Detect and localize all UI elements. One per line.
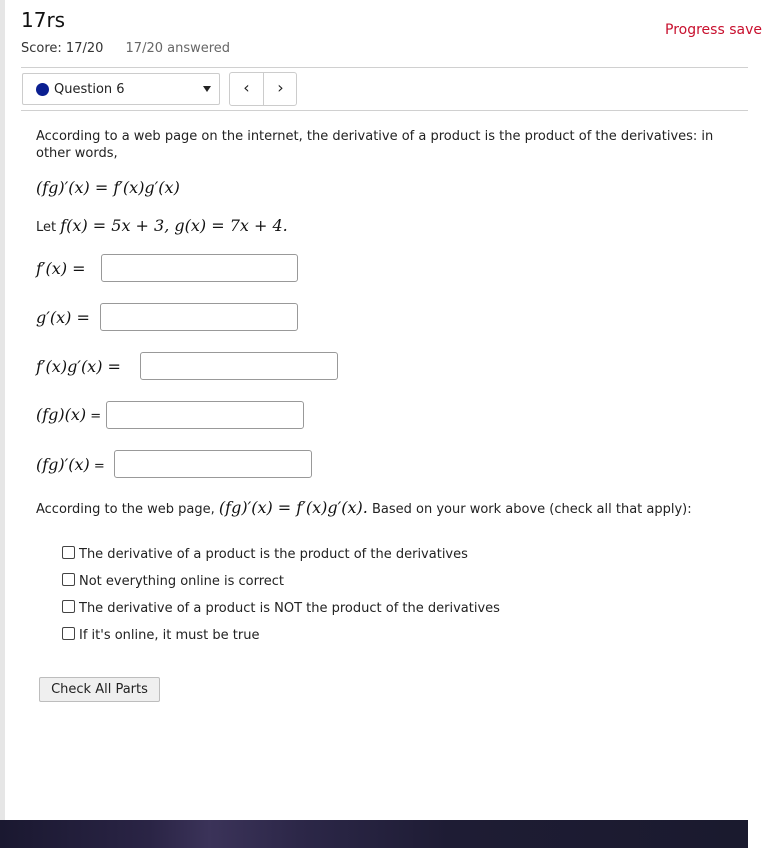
left-edge-strip (0, 0, 5, 820)
function-definitions: Let f(x) = 5x + 3, g(x) = 7x + 4. (36, 216, 288, 235)
web-page-statement: According to the web page, (fg)′(x) = f′(x)g′(x). Based on your work above (check all that apply): (36, 498, 692, 517)
chevron-right-icon: › (277, 78, 284, 97)
checkbox-2[interactable] (62, 573, 75, 586)
fprime-gprime-label: f′(x)g′(x) = (36, 357, 121, 376)
score-row (21, 41, 230, 56)
fg-label: (fg)(x) = (36, 405, 102, 424)
option-4[interactable]: If it's online, it must be true (62, 627, 259, 643)
chevron-down-icon (203, 86, 211, 92)
score-text: Score: 17/20 (21, 41, 104, 56)
gprime-label: g′(x) = (36, 308, 90, 327)
progress-status: Progress save (665, 22, 762, 38)
checkbox-3[interactable] (62, 600, 75, 613)
question-select-label: Question 6 (54, 82, 125, 97)
option-1[interactable]: The derivative of a product is the product of the derivatives (62, 546, 468, 562)
divider-bottom (21, 110, 748, 111)
problem-intro: According to a web page on the internet, the derivative of a product is the product of the derivatives: in other words, (36, 129, 714, 161)
next-question-button[interactable] (264, 73, 297, 105)
question-select[interactable] (22, 73, 220, 105)
option-3[interactable]: The derivative of a product is NOT the product of the derivatives (62, 600, 500, 616)
question-nav-group (229, 72, 297, 106)
previous-question-button[interactable] (230, 73, 264, 105)
divider-top (21, 67, 748, 68)
option-2[interactable]: Not everything online is correct (62, 573, 284, 589)
product-rule-formula: (fg)′(x) = f′(x)g′(x) (36, 178, 180, 197)
fgprime-label: (fg)′(x) = (36, 455, 105, 474)
fprime-label: f′(x) = (36, 259, 86, 278)
page-title: 17rs (21, 8, 66, 32)
fprime-input[interactable] (101, 254, 298, 282)
gprime-input[interactable] (100, 303, 298, 331)
taskbar-strip (0, 820, 748, 848)
fg-input[interactable] (106, 401, 304, 429)
chevron-left-icon: ‹ (243, 78, 250, 97)
answered-count: 17/20 answered (125, 41, 231, 56)
question-status-dot-icon (36, 83, 49, 96)
check-all-parts-button[interactable]: Check All Parts (39, 677, 160, 702)
checkbox-4[interactable] (62, 627, 75, 640)
fprime-gprime-input[interactable] (140, 352, 338, 380)
fgprime-input[interactable] (114, 450, 312, 478)
checkbox-1[interactable] (62, 546, 75, 559)
